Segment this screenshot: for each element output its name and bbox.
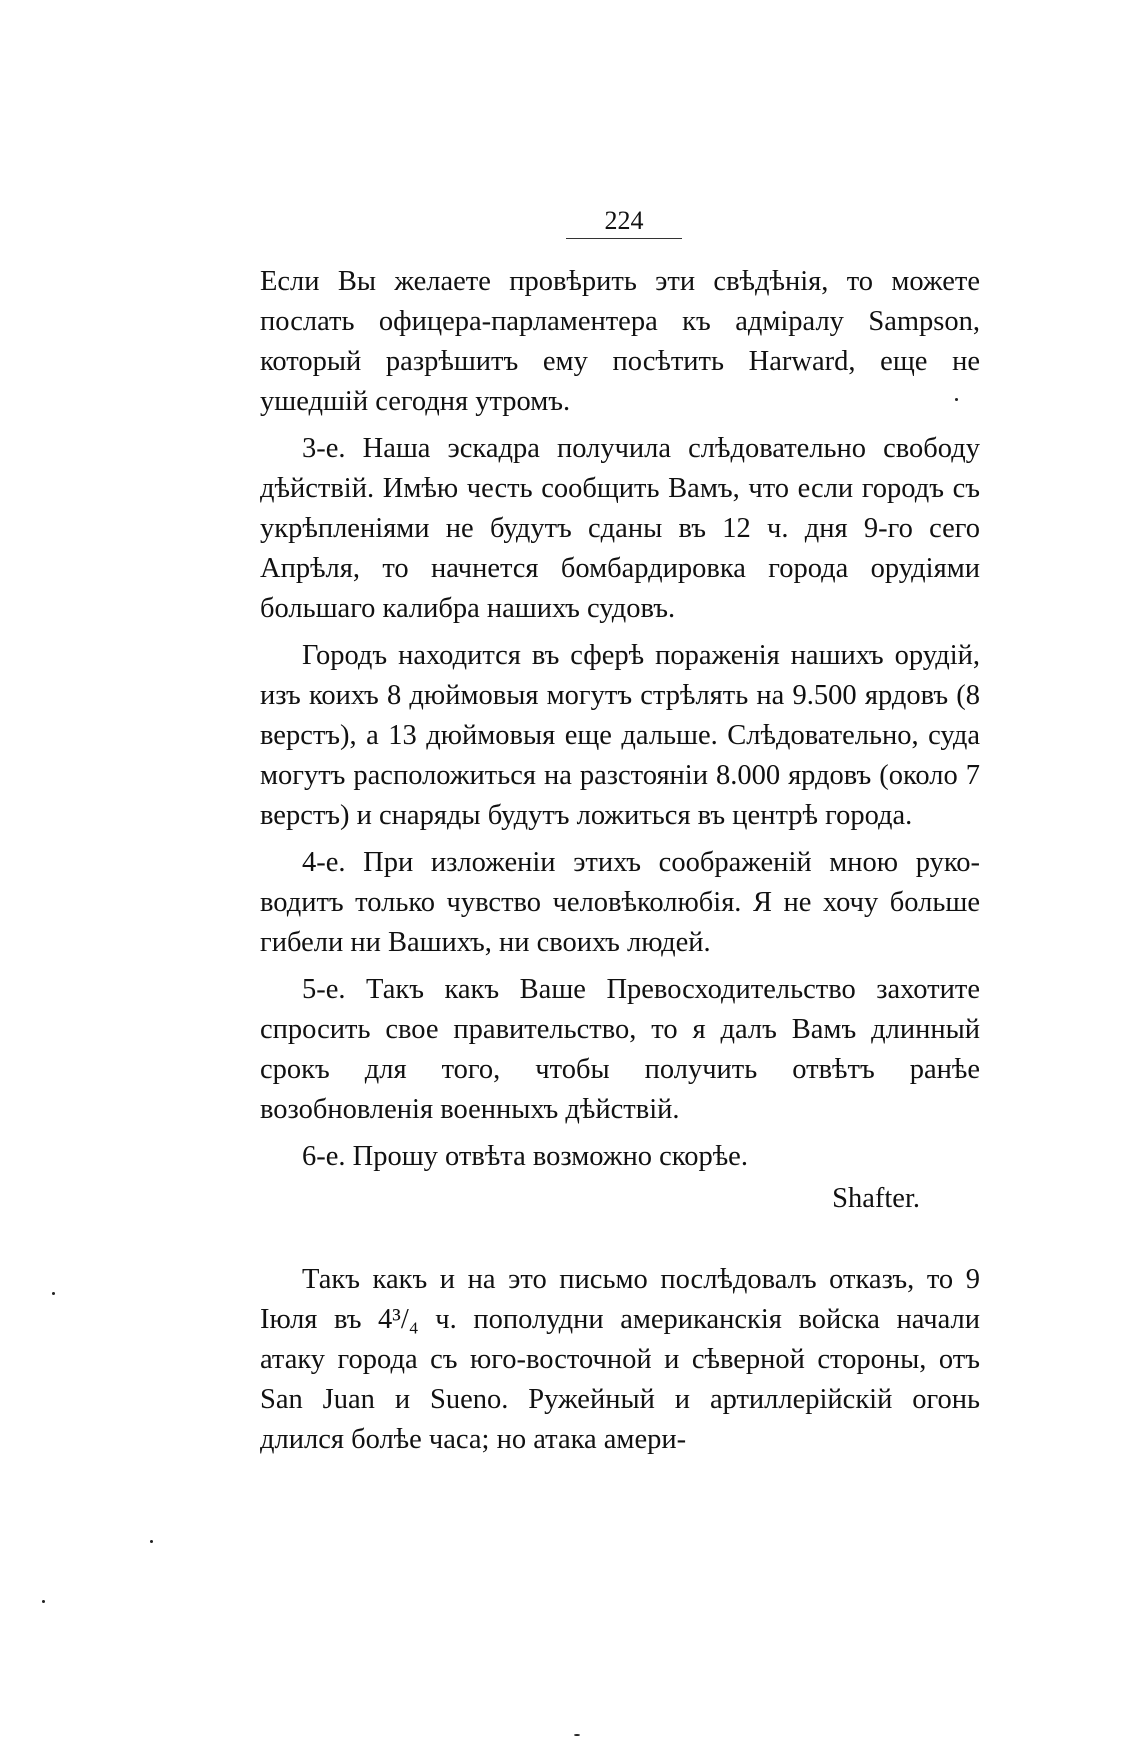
closing-paragraph: Такъ какъ и на это письмо послѣдовалъ отказъ, то 9 Іюля въ 4³/₄ ч. пополудни американскія войска начали атаку города съ юго-восточной и сѣверной стороны, отъ San Juan и Sueno. Ружейный и артиллерійскій огонь длился болѣе часа; но атака амери- [260,1264,980,1455]
signature: Shafter. [832,1183,920,1214]
section-gap [260,1219,980,1253]
print-speck [955,398,958,401]
paragraph-6: 6-е. Прошу отвѣта возможно скорѣе. [302,1141,748,1172]
page-number: 224 [566,206,682,239]
print-speck [150,1540,153,1543]
paragraph-4: 4-е. При изложеніи этихъ соображеній мною руководитъ только чувство человѣколюбія. Я не хочу больше гибели ни Вашихъ, ни своихъ людей. [260,847,980,958]
page-text [260,262,980,1460]
print-speck [574,1734,580,1736]
print-speck [52,1292,55,1295]
paragraph-3: Городъ находится въ сферѣ пораженія нашихъ орудій, изъ коихъ 8 дюймовыя могутъ стрѣлять на 9.500 ярдовъ (8 верстъ), а 13 дюймовыя еще дальше. Слѣдовательно, суда могутъ расположиться на разстояніи 8.000 ярдовъ (около 7 верстъ) и снаряды будутъ ложиться въ центрѣ города. [260,640,980,831]
paragraph-5: 5-е. Такъ какъ Ваше Превосходительство захотите спросить свое правительство, то я далъ Вамъ длинный срокъ для того, чтобы получить отвѣтъ ранѣе возобновленія военныхъ дѣйствій. [260,974,980,1125]
print-speck [42,1600,45,1603]
paragraph-1: Если Вы желаете провѣрить эти свѣдѣнія, то можете послать офицера-парламентера къ адміралу Sampson, который разрѣшитъ ему посѣтить Harward, еще не ушедшій сегодня утромъ. [260,266,980,417]
paragraph-2: 3-е. Наша эскадра получила слѣдовательно свободу дѣйствій. Имѣю честь сообщить Вамъ, что если городъ съ укрѣпленіями не будутъ сданы въ 12 ч. дня 9-го сего Апрѣля, то начнется бомбардировка города орудіями большаго калибра нашихъ судовъ. [260,433,980,624]
